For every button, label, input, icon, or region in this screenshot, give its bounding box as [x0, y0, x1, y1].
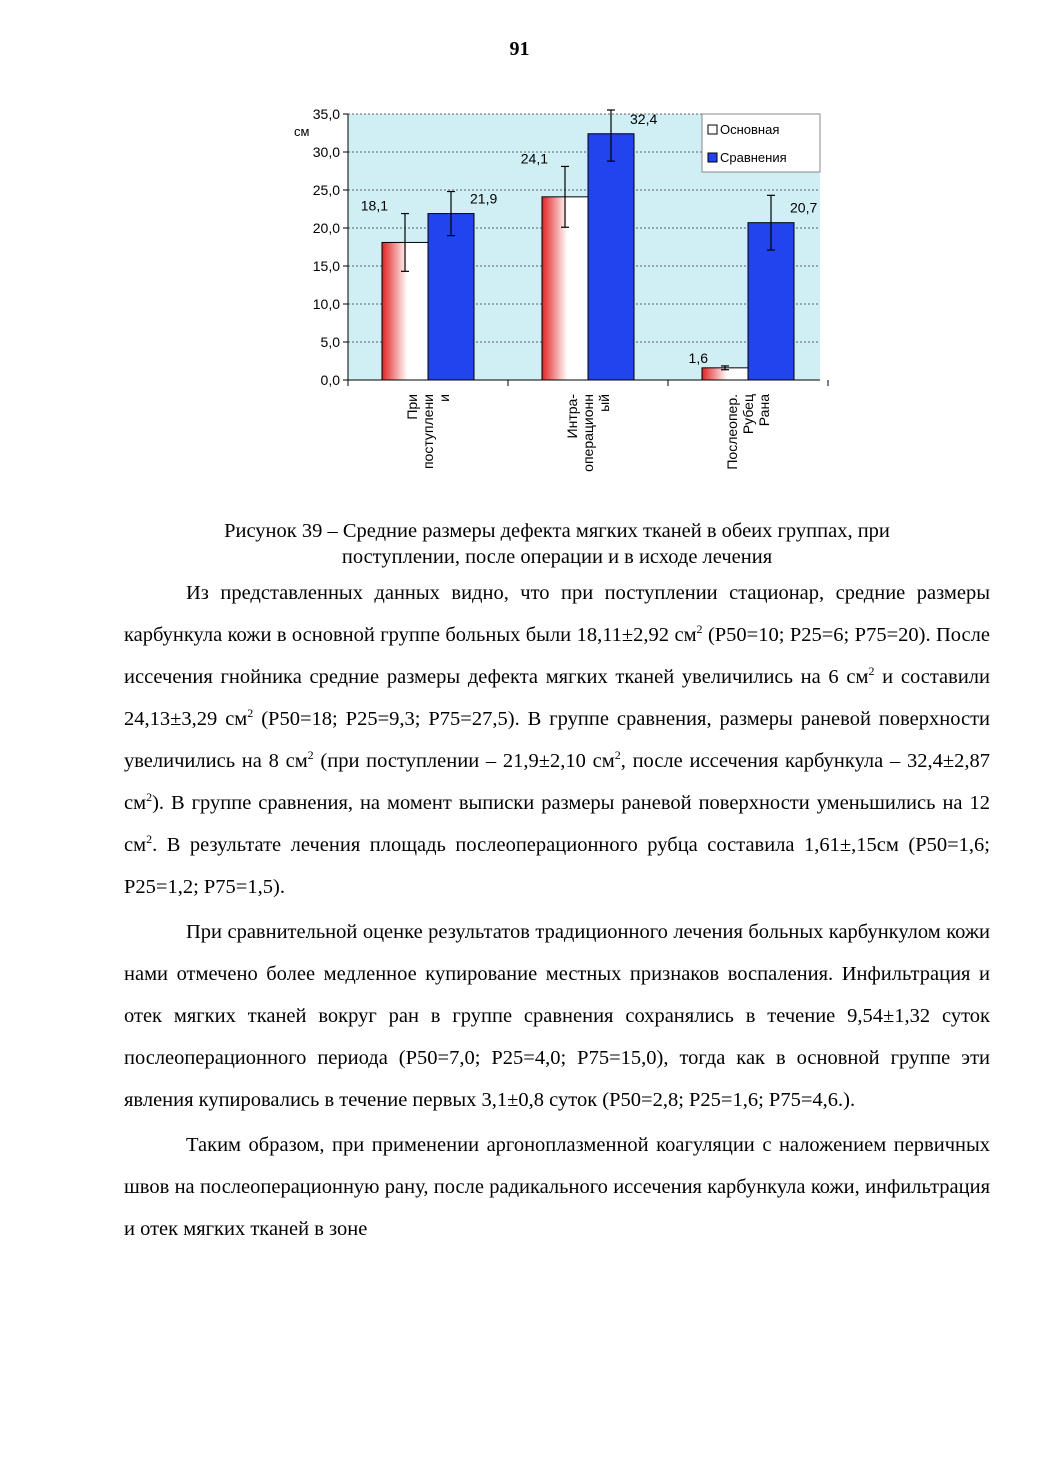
data-label: 32,4: [630, 111, 658, 127]
paragraph-2: При сравнительной оценке результатов традиционного лечения больных карбункулом кожи нами отмечено более медленное купирование местных признаков воспаления. Инфильтрация и отек мягких тканей вокруг ран в группе сравнения сохранялись в течение 9,54±1,32 суток послеоперационного периода (P50=7,0; P25=4,0; P75=15,0), тогда как в основной группе эти явления купировались в течение первых 3,1±0,8 суток (P50=2,8; P25=1,6; P75=4,6.).: [124, 921, 990, 1111]
caption-line-1: Рисунок 39 – Средние размеры дефекта мягких тканей в обеих группах, при: [224, 520, 890, 542]
category-label: Послеопер.: [724, 394, 740, 470]
data-label: 20,7: [790, 199, 818, 216]
category-label: ый: [596, 394, 612, 412]
y-tick-label: 15,0: [312, 258, 340, 274]
y-tick-label: 5,0: [320, 334, 340, 350]
category-label: Интра-: [564, 394, 580, 439]
p1-part-3: и составили 24,13±3,29 см: [124, 666, 990, 730]
superscript: 2: [868, 664, 875, 679]
p1-part-1: Из представленных данных видно, что при поступлении стационар, средние размеры карбункула кожи в основной группе больных были 18,11±2,92 см: [124, 582, 990, 646]
p1-part-4: (P50=18; P25=9,3; P75=27,5). В группе сравнения, размеры раневой поверхности увеличились на 8 см: [124, 708, 991, 772]
superscript: 2: [247, 706, 254, 721]
data-label: 18,1: [360, 197, 388, 214]
y-tick-label: 0,0: [320, 372, 340, 388]
superscript: 2: [146, 832, 153, 847]
body-text: [124, 572, 990, 1250]
data-label: 24,1: [520, 150, 548, 167]
superscript: 2: [146, 790, 153, 805]
p1-part-6: , после иссечения карбункула – 32,4±2,87 см: [124, 750, 990, 814]
data-label: 21,9: [470, 190, 498, 207]
paragraph-1: [124, 572, 990, 908]
y-axis-label: см: [294, 124, 310, 139]
p1-part-8: . В результате лечения площадь послеоперационного рубца составила 1,61±,15см (P50=1,6; P25=1,2; P75=1,5).: [124, 834, 990, 898]
legend-label-compare: Сравнения: [720, 150, 787, 165]
figure-caption: [124, 518, 990, 570]
category-label: При: [404, 394, 420, 420]
y-tick-label: 30,0: [312, 144, 340, 160]
y-tick-label: 10,0: [312, 296, 340, 312]
superscript: 2: [307, 748, 314, 763]
p1-part-7: ). В группе сравнения, на момент выписки размеры раневой поверхности уменьшились на 12 см: [124, 792, 990, 856]
category-label: операционн: [580, 394, 596, 472]
superscript: 2: [614, 748, 621, 763]
p1-part-2: (P50=10; P25=6; P75=20). После иссечения гнойника средние размеры дефекта мягких тканей увеличились на 6 см: [124, 624, 990, 688]
legend: [702, 114, 820, 172]
paragraph-3: Таким образом, при применении аргоноплазменной коагуляции с наложением первичных швов на послеоперационную рану, после радикального иссечения карбункула кожи, инфильтрация и отек мягких тканей в зоне: [124, 1134, 990, 1240]
category-label: Рана: [756, 394, 772, 427]
page-number: 91: [509, 38, 530, 60]
legend-swatch-compare: [708, 153, 717, 162]
legend-label-main: Основная: [720, 122, 780, 137]
bar: [428, 214, 474, 380]
y-tick-label: 20,0: [312, 220, 340, 236]
y-tick-label: 35,0: [312, 106, 340, 122]
category-label: Рубец: [740, 394, 756, 435]
category-label: и: [436, 394, 452, 402]
category-label: поступлени: [420, 394, 436, 470]
superscript: 2: [696, 622, 703, 637]
p1-part-5: (при поступлении – 21,9±2,10 см: [313, 750, 615, 772]
legend-swatch-main: [708, 125, 717, 134]
bar-chart: [290, 100, 830, 500]
bar: [588, 134, 634, 380]
data-label: 1,6: [688, 349, 708, 366]
caption-line-2: поступлении, после операции и в исходе лечения: [341, 546, 773, 568]
y-tick-label: 25,0: [312, 182, 340, 198]
